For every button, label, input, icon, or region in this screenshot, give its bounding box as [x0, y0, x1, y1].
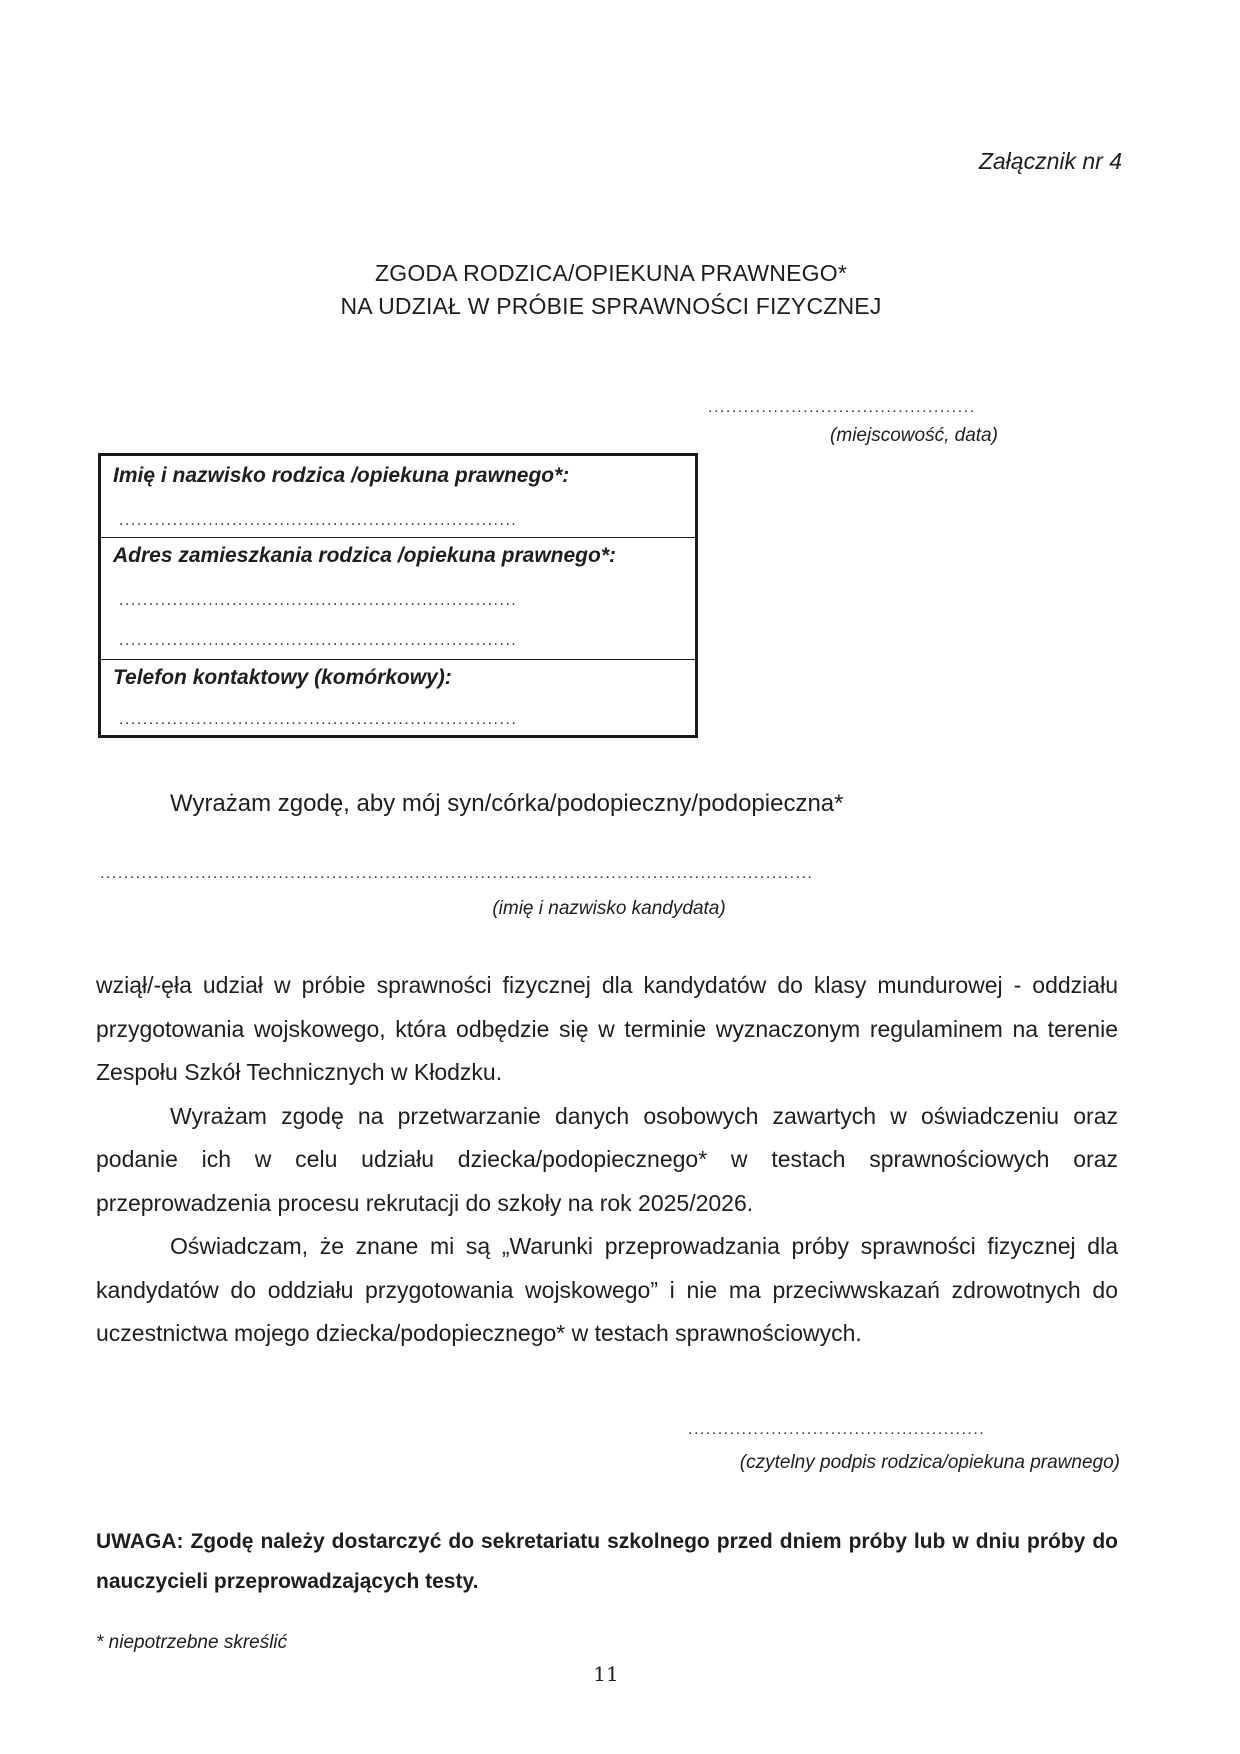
signature-line[interactable]: ..................................................	[688, 1422, 986, 1438]
attachment-label: Załącznik nr 4	[978, 148, 1122, 174]
signature-caption: (czytelny podpis rodzica/opiekuna prawnego)	[739, 1452, 1120, 1473]
address-label: Adres zamieszkania rodzica /opiekuna prawnego*:	[113, 544, 616, 567]
candidate-name-caption: (imię i nazwisko kandydata)	[492, 898, 726, 919]
address-field-1[interactable]: ...................................................................	[119, 593, 518, 609]
body-paragraph-1: wziął/-ęła udział w próbie sprawności fizycznej dla kandydatów do klasy mundurowej - oddziału przygotowania wojskowego, która odbędzie się w terminie wyznaczonym regulaminem na terenie Zespołu Szkół Technicznych w Kłodzku.	[96, 972, 1118, 1085]
parent-name-label: Imię i nazwisko rodzica /opiekuna prawnego*:	[113, 464, 570, 487]
document-title-line2: NA UDZIAŁ W PRÓBIE SPRAWNOŚCI FIZYCZNEJ	[340, 293, 882, 319]
parent-info-box	[98, 453, 698, 738]
phone-section	[101, 660, 695, 738]
consent-intro: Wyrażam zgodę, aby mój syn/córka/podopieczny/podopieczna*	[170, 790, 844, 817]
warning-note: UWAGA: Zgodę należy dostarczyć do sekretariatu szkolnego przed dniem próby lub w dniu próby do nauczycieli przeprowadzających testy.	[96, 1530, 1118, 1593]
address-field-2[interactable]: ...................................................................	[119, 633, 518, 649]
address-section	[101, 538, 695, 660]
footnote: * niepotrzebne skreślić	[96, 1632, 288, 1653]
parent-name-field[interactable]: ...................................................................	[119, 513, 518, 529]
place-date-caption: (miejscowość, data)	[830, 425, 998, 446]
place-date-line[interactable]: .............................................	[708, 400, 976, 416]
phone-field[interactable]: ...................................................................	[119, 712, 518, 728]
phone-label: Telefon kontaktowy (komórkowy):	[113, 666, 452, 689]
consent-body	[96, 964, 1118, 1356]
document-title-line1: ZGODA RODZICA/OPIEKUNA PRAWNEGO*	[374, 260, 847, 286]
body-paragraph-2: Wyrażam zgodę na przetwarzanie danych osobowych zawartych w oświadczeniu oraz podanie ich w celu udziału dziecka/podopiecznego* w testach sprawnościowych oraz przeprowadzenia procesu rekrutacji do szkoły na rok 2025/2026.	[96, 1102, 1118, 1216]
page-number: 11	[593, 1662, 619, 1686]
candidate-name-line[interactable]: ........................................................................................................................	[100, 866, 814, 882]
body-paragraph-3: Oświadczam, że znane mi są „Warunki przeprowadzania próby sprawności fizycznej dla kandydatów do oddziału przygotowania wojskowego” i nie ma przeciwwskazań zdrowotnych do uczestnictwa mojego dziecka/podopiecznego* w testach sprawnościowych.	[96, 1233, 1118, 1346]
parent-name-section	[101, 456, 695, 538]
